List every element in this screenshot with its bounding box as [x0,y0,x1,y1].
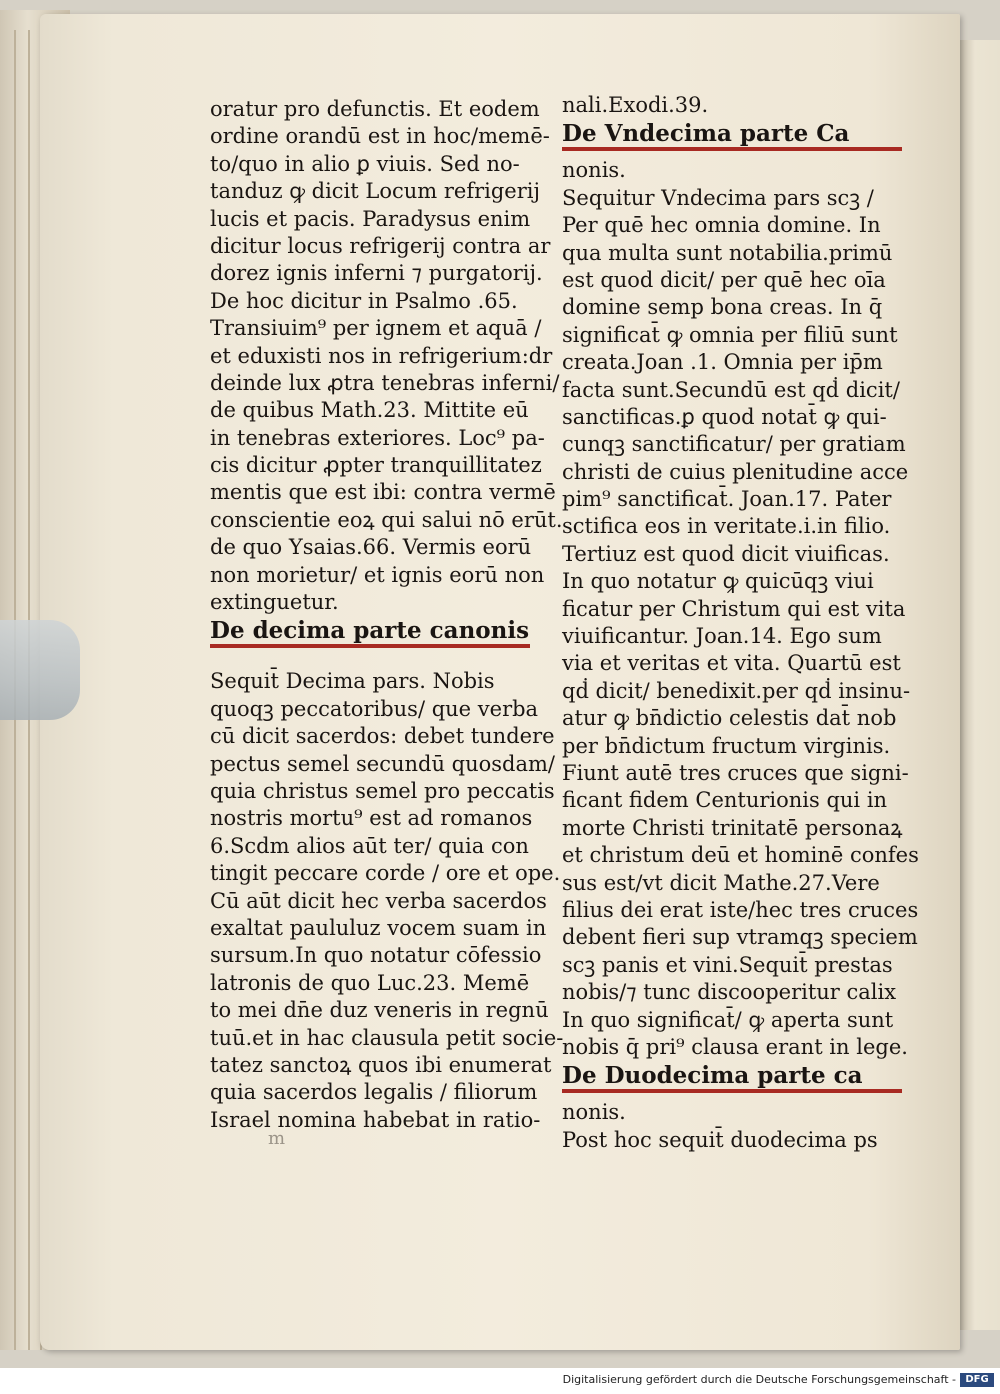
section-heading-undecima: De Vndecima parte Ca [562,120,850,148]
text-line: ficatur per Christum qui est vita [562,596,906,621]
text-line: oratur pro defunctis. Et eodem [210,97,540,121]
text-line: tatez sanctoꝝ quos ibi enumerat [210,1052,552,1077]
text-line: Sequitur Vndecima pars scꝫ / [562,185,874,210]
left-column-top-text [210,96,563,616]
section-heading-duodecima: De Duodecima parte ca [562,1062,863,1090]
text-line: est quod dicit/ per quē hec oīa [562,267,886,292]
left-column-bottom-text [210,668,564,1134]
text-line: nobis/⁊ tunc discooperitur calix [562,980,897,1005]
text-line: quoqꝫ peccatoribus/ que verba [210,696,539,721]
text-line: De hoc dicitur in Psalmo .65. [210,288,518,313]
text-line: dorez ignis inferni ⁊ purgatorij. [210,261,543,286]
text-line: Tertiuz est quod dicit viuificas. [562,541,890,566]
text-line: et christum deū et hominē confes [562,843,919,868]
text-line: latronis de quo Luc.23. Memē [210,970,530,995]
text-line: creata.Joan .1. Omnia per ip̄m [562,350,883,375]
text-line: facta sunt.Secundū est qḋ dicit/ [562,377,900,402]
text-line: morte Christi trinitatē personaꝝ [562,815,903,840]
text-line: qḋ dicit/ benedixit.per qḋ insinu- [562,678,911,703]
text-line: cū dicit sacerdos: debet tundere [210,724,555,749]
text-line: quia christus semel pro peccatis [210,778,555,803]
text-line: conscientie eoꝝ qui salui nō erūt. [210,507,563,532]
footer-credit: Digitalisierung gefördert durch die Deutsche Forschungsgemeinschaft - [562,1373,956,1386]
text-line: sursum.In quo notatur cōfessio [210,943,542,968]
text-line: domine semp bona creas. In q̄ [562,295,883,320]
section-heading-decima: De decima parte canonis [210,617,530,645]
text-line: nali.Exodi.39. [562,93,709,117]
text-line: exaltat paululuz vocem suam in [210,915,547,940]
footer-bar [0,1368,1000,1394]
text-line: significat̄ ꝙ omnia per filiū sunt [562,322,898,347]
text-line: dicitur locus refrigerij contra ar [210,233,551,258]
text-line: to/quo in alio ꝑ viuis. Sed no- [210,151,520,176]
text-line: atur ꝙ bn̄dictio celestis dat̄ nob [562,706,897,731]
text-line: tanduz ꝙ dicit Locum refrigerij [210,179,540,204]
text-line: filius dei erat iste/hec tres cruces [562,897,919,922]
text-line: Per quē hec omnia domine. In [562,213,881,238]
text-line: quia sacerdos legalis / filiorum [210,1080,538,1105]
text-line: lucis et pacis. Paradysus enim [210,206,531,231]
text-line: per bn̄dictum fructum virginis. [562,733,891,758]
text-line: non morietur/ et ignis eorū non [210,562,545,587]
text-line: In quo significat̄/ ꝙ aperta sunt [562,1007,894,1032]
text-line: nonis. [562,158,626,183]
text-line: In quo notatur ꝙ quicūqꝫ viui [562,569,874,594]
facing-page-edge [958,40,1000,1330]
text-line: Transiuim⁹ per ignem et aquā / [210,316,542,341]
text-line: in tenebras exteriores. Loc⁹ pa- [210,425,545,450]
text-line: cis dicitur ꝓpter tranquillitatez [210,453,542,478]
text-line: tingit peccare corde / ore et ope. [210,861,561,886]
text-line: debent fieri sup vtramqꝫ speciem [562,925,918,950]
text-line: deinde lux ꝓtra tenebras inferni/ [210,370,560,395]
text-line: nostris mortu⁹ est ad romanos [210,806,533,831]
spacer [210,654,545,668]
text-line: sanctificas.ꝑ quod notat̄ ꝙ qui- [562,404,887,429]
text-line: Cū aūt dicit hec verba sacerdos [210,888,547,913]
text-line: de quo Ysaias.66. Vermis eorū [210,535,532,560]
text-line: et eduxisti nos in refrigerium:dr [210,343,553,368]
plastic-tab-marker [0,620,80,720]
text-line: ficant fidem Centurionis qui in [562,788,888,813]
text-line: via et veritas et vita. Quartū est [562,651,901,676]
text-line: extinguetur. [210,590,339,615]
text-line: nonis. [562,1100,626,1125]
text-line: pim⁹ sanctificat̄. Joan.17. Pater [562,487,892,512]
text-line: christi de cuius plenitudine acce [562,459,909,484]
text-line: viuificantur. Joan.14. Ego sum [562,624,882,649]
text-line: tuū.et in hac clausula petit socie- [210,1025,564,1050]
text-line: pectus semel secundū quosdam/ [210,751,555,776]
text-line: mentis que est ibi: contra vermē [210,480,556,505]
text-line: scꝫ panis et vini.Sequit̄ prestas [562,952,893,977]
text-line: qua multa sunt notabilia.primū [562,240,893,265]
text-line: sus est/vt dicit Mathe.27.Vere [562,870,880,895]
right-text-column [562,92,919,1154]
text-line: Israel nomina habebat in ratio- [210,1107,541,1132]
text-line: ordine orandū est in hoc/memē- [210,124,550,149]
text-line: de quibus Math.23. Mittite eū [210,398,529,423]
dfg-logo: DFG [960,1373,994,1387]
text-line: Sequit̄ Decima pars. Nobis [210,669,495,694]
signature-mark: m [268,1128,286,1149]
left-text-column [210,96,564,1134]
text-line: 6.Scdm alios aūt ter/ quia con [210,833,529,858]
text-line: to mei dn̄e duz veneris in regnū [210,998,549,1023]
right-column-body-text [562,185,919,1062]
text-line: nobis q̄ pri⁹ clausa erant in lege. [562,1034,908,1059]
text-line: Post hoc sequit̄ duodecima ps [562,1127,878,1152]
text-line: cunqꝫ sanctificatur/ per gratiam [562,432,906,457]
text-line: sctifica eos in veritate.i.in filio. [562,514,891,539]
text-line: Fiunt autē tres cruces que signi- [562,760,909,785]
